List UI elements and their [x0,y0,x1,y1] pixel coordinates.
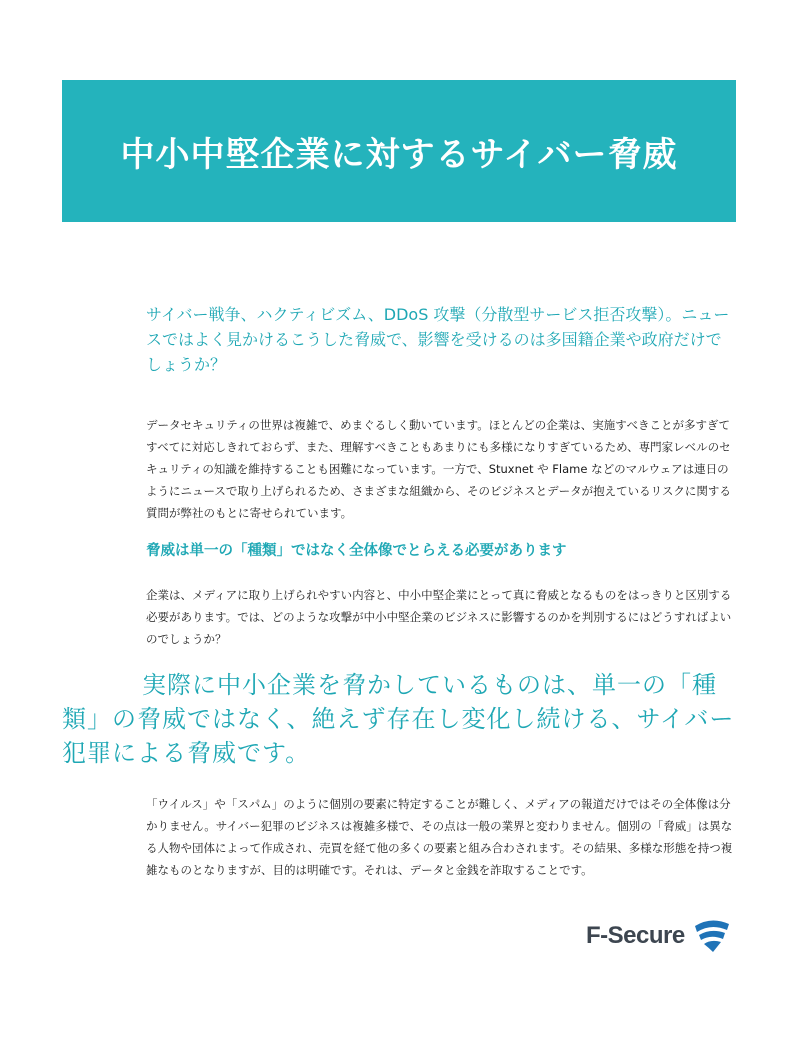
lead-paragraph: サイバー戦争、ハクティビズム、DDoS 攻撃（分散型サービス拒否攻撃）。ニュースではよく見かけるこうした脅威で、影響を受けるのは多国籍企業や政府だけでしょうか？ [146,305,730,374]
f-secure-wing-icon [691,918,731,954]
f-secure-logo [586,918,731,954]
section-subheading: 脅威は単一の「種類」ではなく全体像でとらえる必要があります [146,543,567,559]
body-paragraph-3: 「ウイルス」や「スパム」のように個別の要素に特定することが難しく、メディアの報道だけではその全体像は分かりません。サイバー犯罪のビジネスは複雑多様で、その点は一般の業界と変わりません。個別の「脅威」は異なる人物や団体によって作成され、売買を経て他の多くの要素と組み合わされます。その結果、多様な形態を持つ複雑なものとなりますが、目的は明確です。それは、データと金銭を詐取することです。 [146,797,733,877]
logo-text: F-Secure [586,922,685,949]
body-paragraph-1: データセキュリティの世界は複雑で、めまぐるしく動いています。ほとんどの企業は、実施すべきことが多すぎてすべてに対応しきれておらず、また、理解すべきこともあまりにも多様になりすぎているため、専門家レベルのセキュリティの知識を維持することも困難になっています。一方で、Stuxnet や Flame などのマルウェアは連日のようにニュースで取り上げられるため、さまざまな組織から、そのビジネスとデータが抱えているリスクに関する質問が弊社のもとに寄せられています。 [146,418,731,520]
pull-quote-text: 実際に中小企業を脅かしているものは、単一の「種類」の脅威ではなく、絶えず存在し変化し続ける、サイバー犯罪による脅威です。 [62,671,735,767]
pull-quote [62,668,742,770]
body-paragraph-2: 企業は、メディアに取り上げられやすい内容と、中小中堅企業にとって真に脅威となるものをはっきりと区別する必要があります。では、どのような攻撃が中小中堅企業のビジネスに影響するのかを判別するにはどうすればよいのでしょうか？ [146,588,732,646]
title-banner [62,80,736,222]
page-title: 中小中堅企業に対するサイバー脅威 [120,134,678,175]
